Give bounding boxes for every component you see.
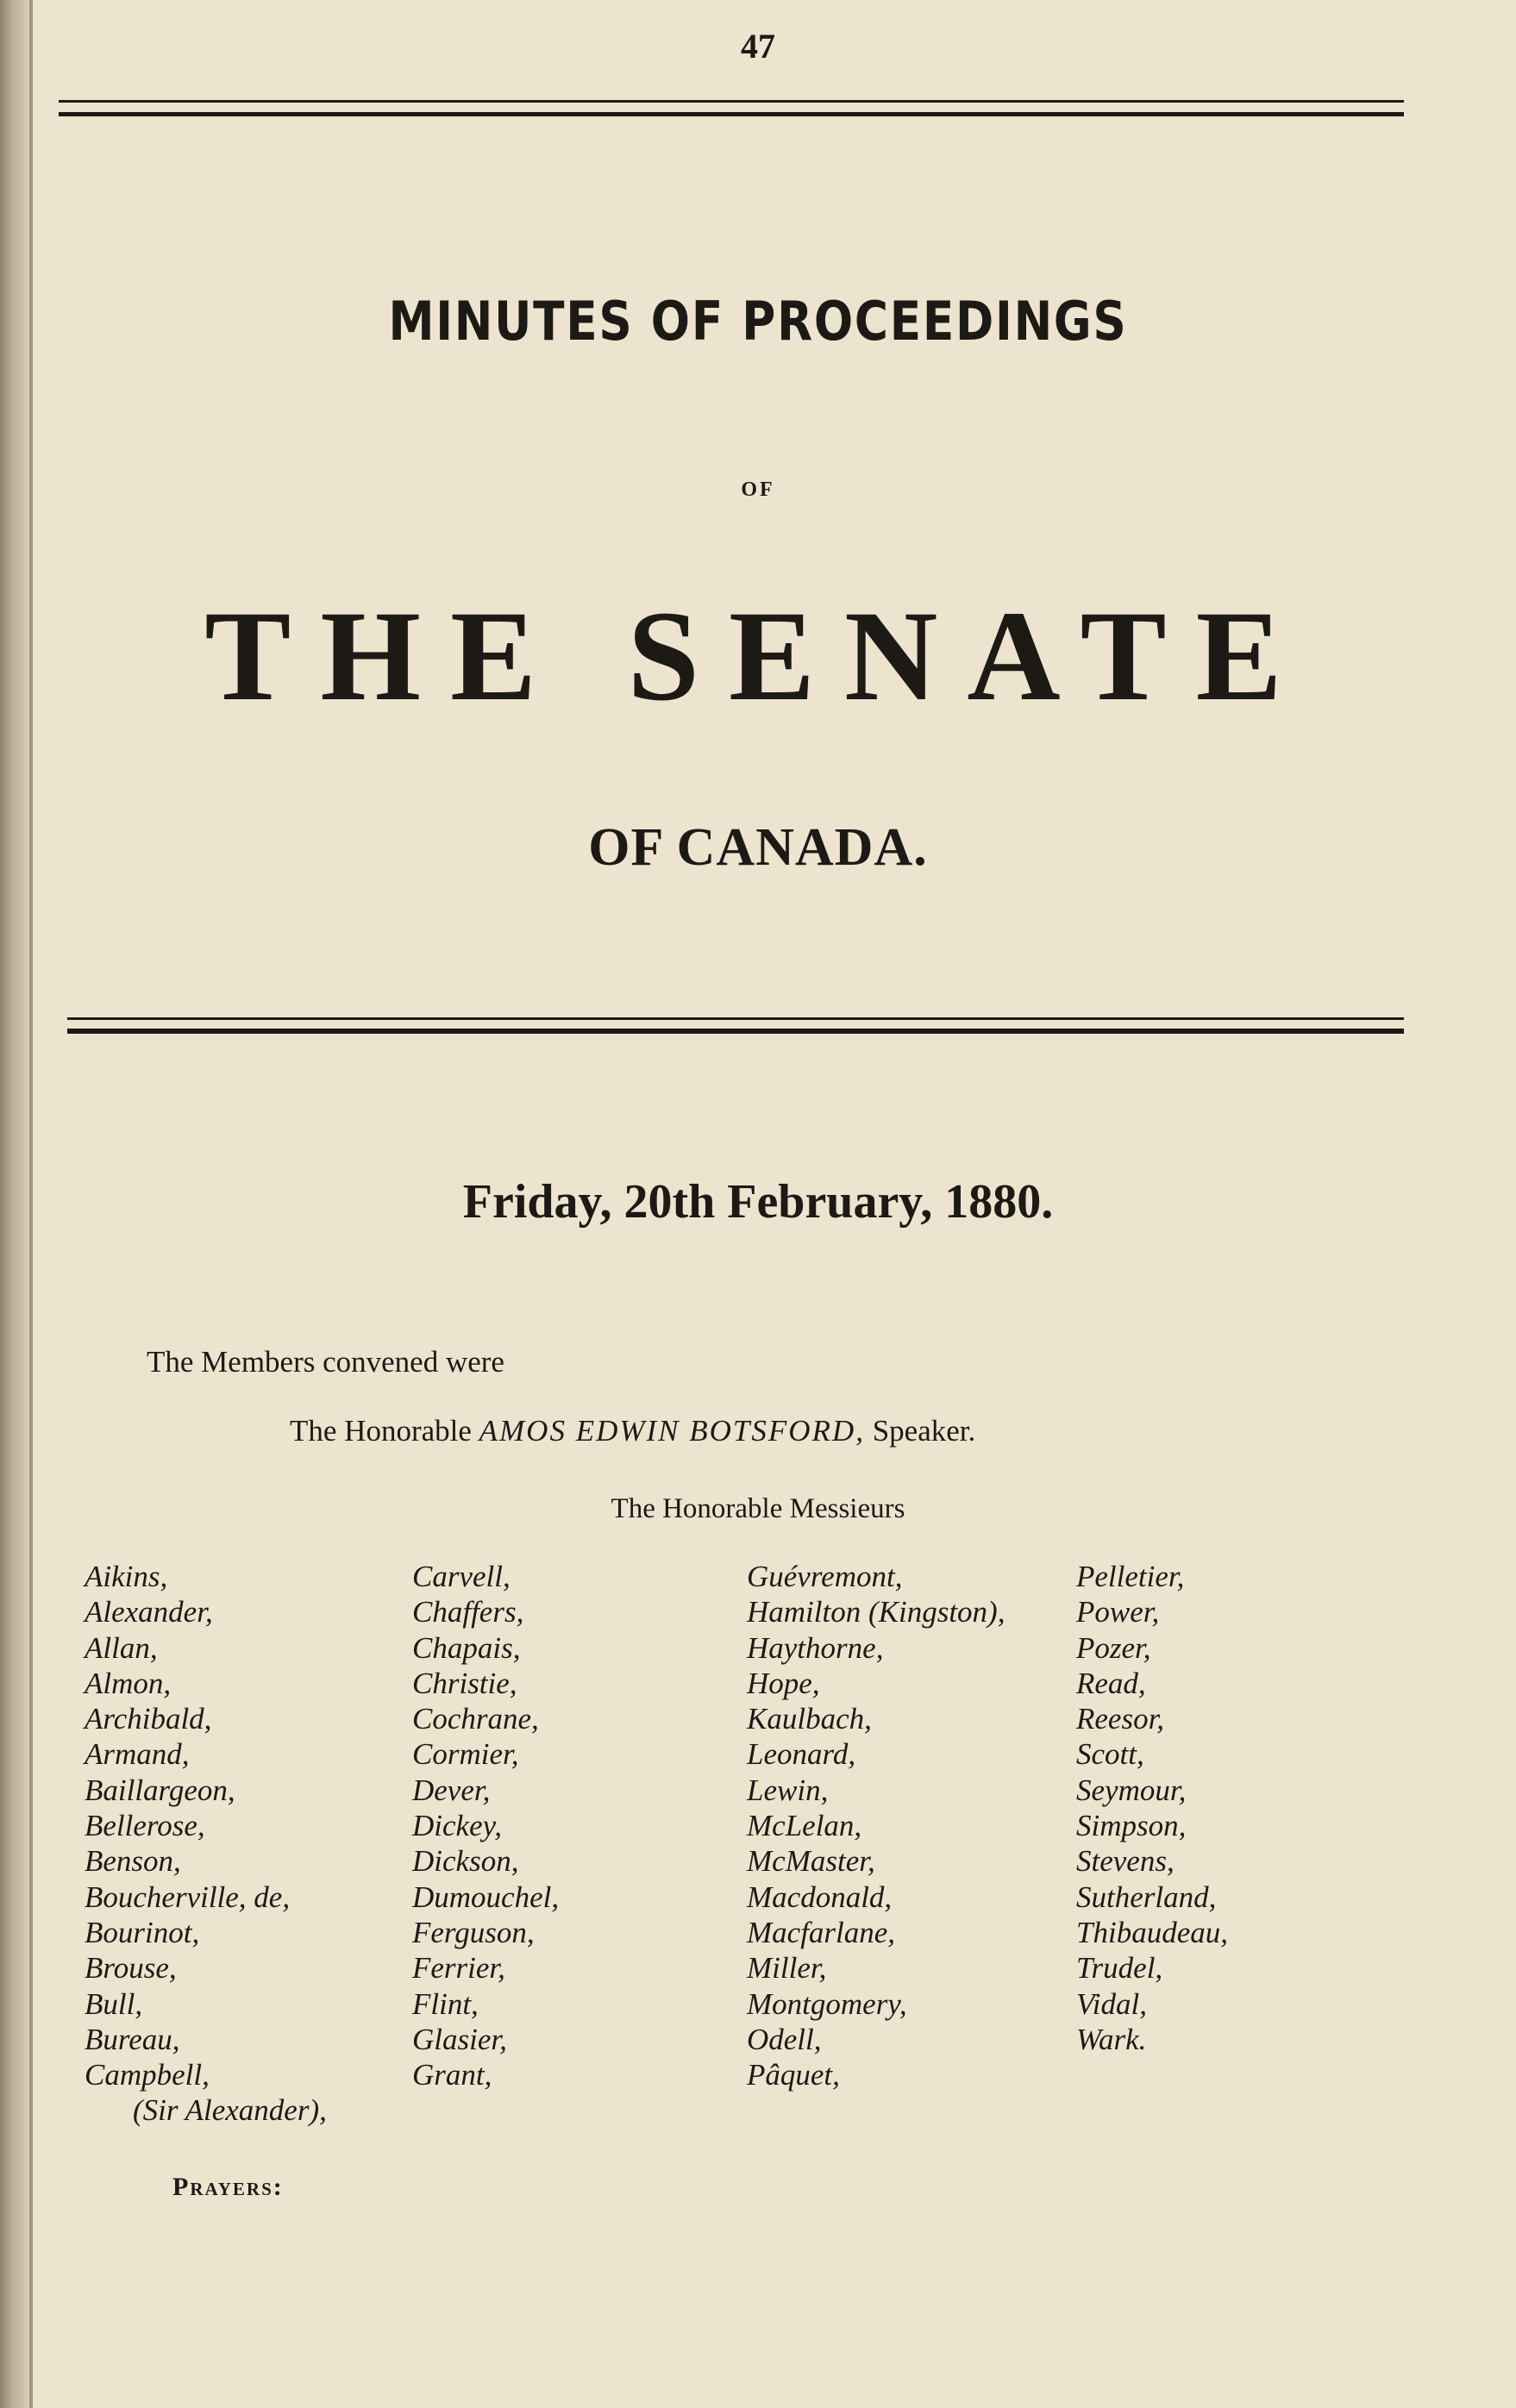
senator-name: Leonard, [747, 1737, 856, 1772]
speaker-suffix: Speaker. [872, 1414, 976, 1448]
senator-name: Dever, [412, 1773, 491, 1807]
senator-name: Bourinot, [85, 1915, 200, 1949]
senator-name: Macfarlane, [747, 1915, 896, 1949]
senator-name: Dickey, [412, 1809, 502, 1843]
senator-name: Benson, [85, 1844, 181, 1879]
senator-name: Alexander, [85, 1595, 213, 1629]
speaker-prefix: The Honorable [290, 1414, 472, 1448]
senator-name: Chaffers, [412, 1595, 524, 1629]
senator-name: Dumouchel, [412, 1879, 560, 1914]
senator-name: Baillargeon, [85, 1773, 235, 1807]
session-date: Friday, 20th February, 1880. [462, 1175, 1054, 1229]
senator-name: McLelan, [747, 1809, 862, 1843]
senator-column-4 [1076, 1559, 1228, 2057]
of-heading: OF [741, 478, 775, 501]
middle-rule-thick [67, 1029, 1404, 1034]
senator-name: Brouse, [85, 1951, 177, 1986]
senator-name: Stevens, [1076, 1844, 1175, 1879]
senator-name: Glasier, [412, 2022, 507, 2056]
senator-name: Ferguson, [412, 1915, 535, 1949]
senator-name: Dickson, [412, 1844, 519, 1879]
senator-name: Grant, [412, 2058, 492, 2092]
senator-name: Armand, [85, 1737, 190, 1772]
senator-name: Seymour, [1076, 1773, 1187, 1807]
senator-column-2 [412, 1559, 559, 2092]
senator-name: Chapais, [412, 1630, 521, 1665]
senator-name: Hope, [747, 1666, 820, 1700]
senator-name: Scott, [1076, 1737, 1144, 1772]
middle-rule-thin [67, 1017, 1404, 1020]
senator-name: Cochrane, [412, 1702, 539, 1736]
senator-name: Simpson, [1076, 1809, 1187, 1843]
senator-name: Almon, [85, 1666, 172, 1700]
speaker-line [290, 1414, 975, 1448]
senator-name: McMaster, [747, 1844, 875, 1879]
senator-name: Power, [1076, 1595, 1160, 1629]
senator-name: Haythorne, [747, 1630, 884, 1665]
senator-name: Vidal, [1076, 1986, 1147, 2021]
senator-name: Christie, [412, 1666, 517, 1700]
senator-name: Read, [1076, 1666, 1146, 1700]
senate-heading: THE SENATE [204, 585, 1312, 728]
senator-column-3 [747, 1559, 1005, 2092]
senator-name: Archibald, [85, 1702, 212, 1736]
senator-name: Wark. [1076, 2022, 1147, 2056]
senator-name: Odell, [747, 2022, 822, 2056]
senator-name: Thibaudeau, [1076, 1915, 1228, 1949]
senator-name: Trudel, [1076, 1951, 1163, 1986]
page-number: 47 [741, 27, 775, 66]
speaker-name: AMOS EDWIN BOTSFORD, [479, 1414, 865, 1448]
senator-name: Pelletier, [1076, 1560, 1185, 1593]
senator-name: Guévremont, [747, 1560, 903, 1593]
senator-name: Bull, [85, 1986, 143, 2021]
senator-name: Kaulbach, [747, 1702, 872, 1736]
prayers-label: Prayers: [172, 2173, 284, 2201]
senator-name: Macdonald, [747, 1879, 893, 1914]
senator-name: Reesor, [1076, 1702, 1165, 1736]
senator-name: Bellerose, [85, 1809, 205, 1843]
senator-name: Carvell, [412, 1560, 511, 1593]
senator-name: Cormier, [412, 1737, 519, 1772]
top-rule-thick [59, 112, 1404, 116]
senator-name: Ferrier, [412, 1951, 505, 1986]
senator-name: Allan, [85, 1630, 158, 1665]
senator-name: Sutherland, [1076, 1879, 1217, 1914]
senator-name: Pâquet, [747, 2058, 840, 2092]
senator-name: Hamilton (Kingston), [747, 1595, 1005, 1629]
senator-name: Boucherville, de, [85, 1879, 291, 1914]
senator-name: Campbell, [85, 2058, 210, 2092]
top-rule-thin [59, 100, 1404, 103]
members-convened-text: The Members convened were [147, 1345, 504, 1379]
messieurs-heading: The Honorable Messieurs [611, 1493, 905, 1524]
minutes-heading: MINUTES OF PROCEEDINGS [388, 290, 1128, 353]
canada-heading: OF CANADA. [588, 818, 928, 877]
senator-name: Miller, [747, 1951, 827, 1986]
senator-name: Bureau, [85, 2022, 180, 2056]
senator-name: Montgomery, [747, 1986, 907, 2021]
senator-name: Lewin, [747, 1773, 829, 1807]
senator-name: (Sir Alexander), [133, 2093, 327, 2128]
senator-name: Flint, [412, 1986, 479, 2021]
senator-name: Pozer, [1076, 1630, 1151, 1665]
senator-column-1 [85, 1559, 327, 2129]
senator-name: Aikins, [85, 1560, 168, 1593]
